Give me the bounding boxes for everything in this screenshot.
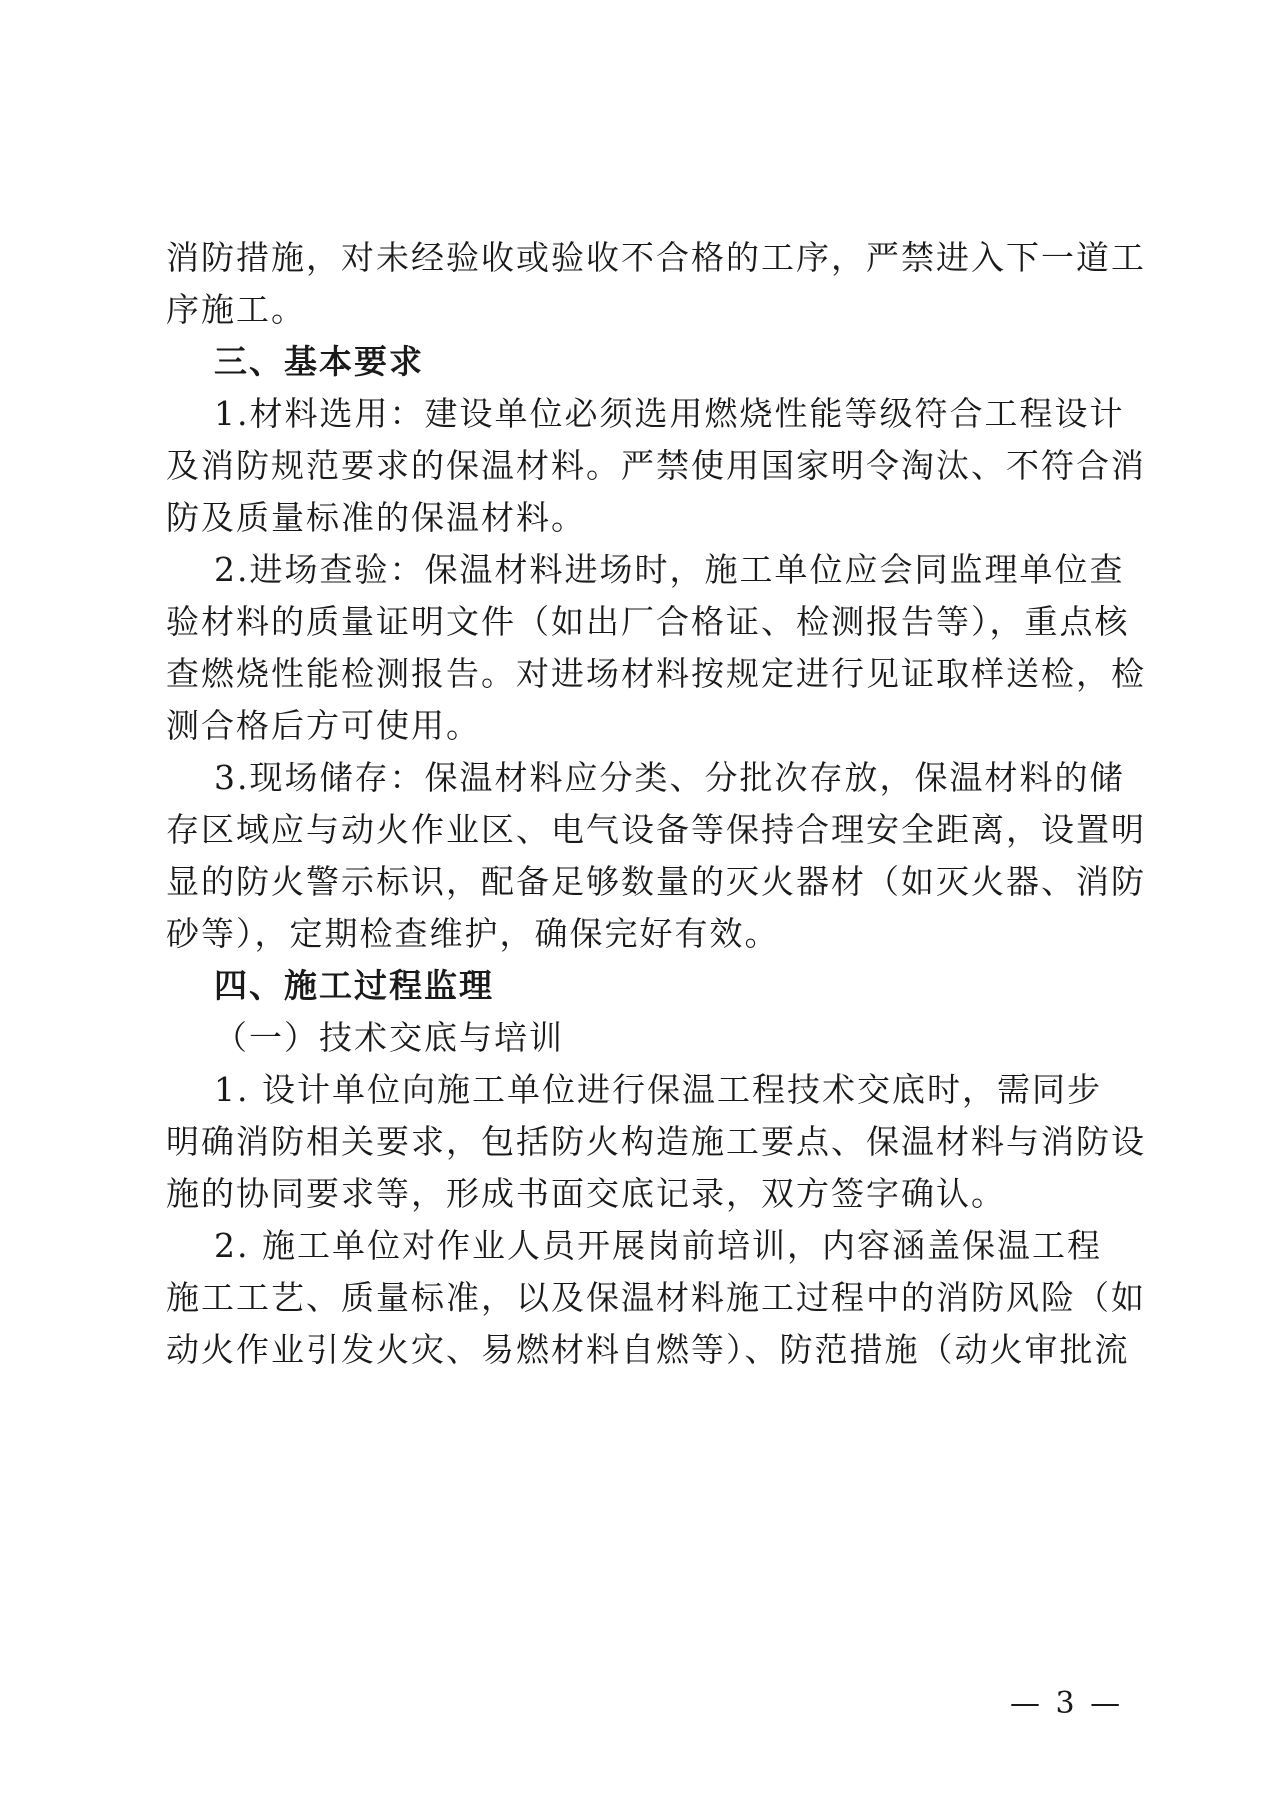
line-6: 防及质量标准的保温材料。 <box>166 498 586 537</box>
line-10: 测合格后方可使用。 <box>166 706 481 745</box>
line-8: 验材料的质量证明文件（如出厂合格证、检测报告等），重点核 <box>166 602 1130 641</box>
line-item-2-start: 2.进场查验：保温材料进场时，施工单位应会同监理单位查 <box>214 550 1125 589</box>
line-1: 消防措施，对未经验收或验收不合格的工序，严禁进入下一道工 <box>166 238 1146 277</box>
line-22: 动火作业引发火灾、易燃材料自燃等）、防范措施（动火审批流 <box>166 1330 1130 1369</box>
line-14: 砂等），定期检查维护，确保完好有效。 <box>166 914 780 953</box>
section-heading-3: 三、基本要求 <box>214 342 424 381</box>
line-2: 序施工。 <box>166 290 306 329</box>
line-item-1-start: 1.材料选用：建设单位必须选用燃烧性能等级符合工程设计 <box>214 394 1125 433</box>
subsection-heading-1: （一）技术交底与培训 <box>214 1018 564 1057</box>
line-9: 查燃烧性能检测报告。对进场材料按规定进行见证取样送检，检 <box>166 654 1146 693</box>
line-19: 施的协同要求等，形成书面交底记录，双方签字确认。 <box>166 1174 1006 1213</box>
section-heading-4: 四、施工过程监理 <box>214 966 494 1005</box>
line-12: 存区域应与动火作业区、电气设备等保持合理安全距离，设置明 <box>166 810 1146 849</box>
line-sub-item-2-start: 2. 施工单位对作业人员开展岗前培训，内容涵盖保温工程 <box>214 1226 1102 1265</box>
line-5: 及消防规范要求的保温材料。严禁使用国家明令淘汰、不符合消 <box>166 446 1146 485</box>
line-item-3-start: 3.现场储存：保温材料应分类、分批次存放，保温材料的储 <box>214 758 1125 797</box>
line-18: 明确消防相关要求，包括防火构造施工要点、保温材料与消防设 <box>166 1122 1146 1161</box>
line-sub-item-1-start: 1. 设计单位向施工单位进行保温工程技术交底时，需同步 <box>214 1070 1102 1109</box>
line-13: 显的防火警示标识，配备足够数量的灭火器材（如灭火器、消防 <box>166 862 1146 901</box>
page-number: — 3 — <box>1010 1686 1124 1721</box>
line-21: 施工工艺、质量标准，以及保温材料施工过程中的消防风险（如 <box>166 1278 1146 1317</box>
